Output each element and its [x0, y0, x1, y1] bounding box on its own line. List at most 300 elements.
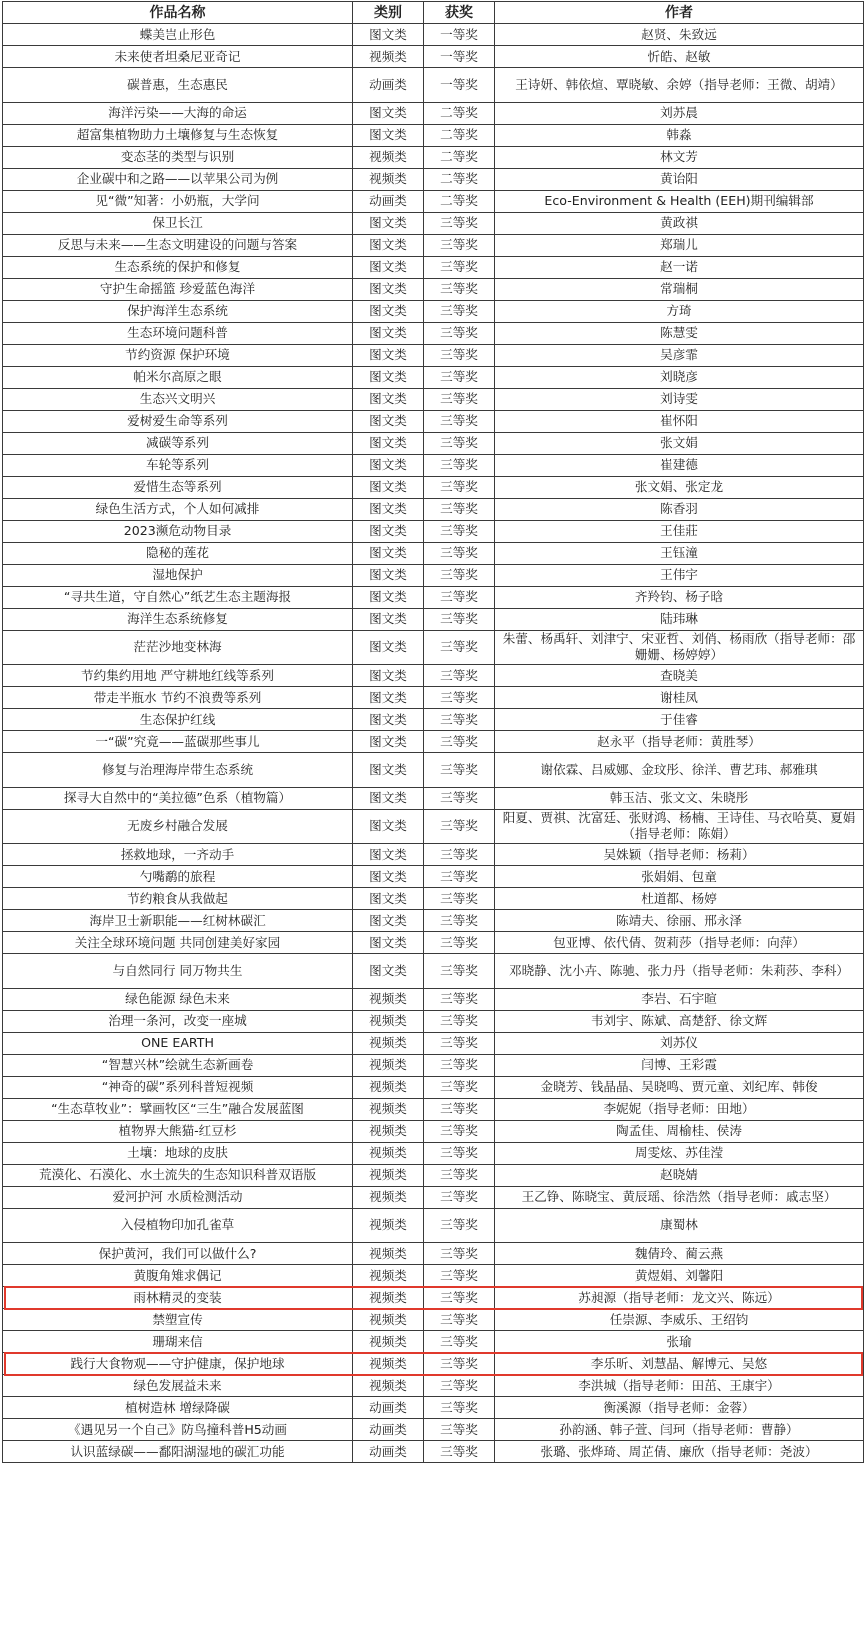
cell-author: 赵永平（指导老师：黄胜琴） [495, 731, 864, 753]
table-row [3, 1010, 864, 1032]
table-row [3, 1331, 864, 1353]
cell-award: 三等奖 [424, 687, 495, 709]
cell-category: 视频类 [353, 1098, 424, 1120]
table-row [3, 278, 864, 300]
table-row [3, 1208, 864, 1243]
cell-award: 一等奖 [424, 68, 495, 103]
table-row [3, 753, 864, 788]
cell-award: 三等奖 [424, 910, 495, 932]
cell-title: 爱树爱生命等系列 [3, 410, 353, 432]
cell-category: 图文类 [353, 542, 424, 564]
table-row [3, 809, 864, 844]
cell-award: 三等奖 [424, 630, 495, 665]
cell-award: 二等奖 [424, 146, 495, 168]
cell-author: 康蜀林 [495, 1208, 864, 1243]
cell-award: 一等奖 [424, 24, 495, 46]
table-row [3, 564, 864, 586]
cell-category: 视频类 [353, 1287, 424, 1309]
header-title: 作品名称 [3, 2, 353, 24]
table-row [3, 1098, 864, 1120]
cell-category: 图文类 [353, 520, 424, 542]
cell-category: 图文类 [353, 454, 424, 476]
cell-author: 张瑜 [495, 1331, 864, 1353]
cell-category: 视频类 [353, 1309, 424, 1331]
cell-award: 三等奖 [424, 1375, 495, 1397]
cell-author: 刘苏仪 [495, 1032, 864, 1054]
cell-category: 动画类 [353, 1441, 424, 1463]
table-row [3, 322, 864, 344]
cell-category: 图文类 [353, 234, 424, 256]
cell-award: 三等奖 [424, 1243, 495, 1265]
table-row [3, 1076, 864, 1098]
table-row [3, 1054, 864, 1076]
cell-award: 三等奖 [424, 388, 495, 410]
cell-title: 爱河护河 水质检测活动 [3, 1186, 353, 1208]
cell-category: 视频类 [353, 988, 424, 1010]
cell-author: 陈香羽 [495, 498, 864, 520]
cell-author: 王诗妍、韩依煊、覃晓敏、余婷（指导老师：王微、胡靖） [495, 68, 864, 103]
cell-award: 三等奖 [424, 1353, 495, 1375]
cell-author: 张文娟 [495, 432, 864, 454]
cell-award: 三等奖 [424, 954, 495, 989]
cell-award: 三等奖 [424, 278, 495, 300]
cell-category: 视频类 [353, 1142, 424, 1164]
cell-category: 图文类 [353, 432, 424, 454]
cell-category: 视频类 [353, 1076, 424, 1098]
cell-title: 认识蓝绿碳——鄱阳湖湿地的碳汇功能 [3, 1441, 353, 1463]
cell-author: 陈靖夫、徐丽、邢永泽 [495, 910, 864, 932]
cell-award: 三等奖 [424, 787, 495, 809]
cell-author: 齐羚钧、杨子晗 [495, 586, 864, 608]
cell-category: 图文类 [353, 630, 424, 665]
cell-author: 谢桂凤 [495, 687, 864, 709]
table-row [3, 844, 864, 866]
table-row [3, 124, 864, 146]
cell-title: 探寻大自然中的“美拉德”色系（植物篇） [3, 787, 353, 809]
cell-award: 三等奖 [424, 212, 495, 234]
table-row [3, 520, 864, 542]
cell-title: 生态环境问题科普 [3, 322, 353, 344]
cell-author: 赵晓婧 [495, 1164, 864, 1186]
cell-title: 修复与治理海岸带生态系统 [3, 753, 353, 788]
cell-category: 视频类 [353, 1353, 424, 1375]
cell-title: 生态兴文明兴 [3, 388, 353, 410]
cell-title: 车轮等系列 [3, 454, 353, 476]
table-row [3, 1353, 864, 1375]
cell-category: 图文类 [353, 564, 424, 586]
cell-title: 一“碳”究竟——蓝碳那些事儿 [3, 731, 353, 753]
table-row [3, 366, 864, 388]
cell-title: 节约粮食从我做起 [3, 888, 353, 910]
table-row [3, 432, 864, 454]
cell-author: 韩淼 [495, 124, 864, 146]
table-row [3, 787, 864, 809]
table-row [3, 932, 864, 954]
cell-category: 图文类 [353, 586, 424, 608]
table-row [3, 1265, 864, 1287]
cell-category: 图文类 [353, 809, 424, 844]
cell-category: 视频类 [353, 1010, 424, 1032]
cell-award: 三等奖 [424, 1010, 495, 1032]
cell-author: 刘诗雯 [495, 388, 864, 410]
cell-category: 图文类 [353, 866, 424, 888]
cell-award: 三等奖 [424, 1098, 495, 1120]
cell-author: 于佳睿 [495, 709, 864, 731]
cell-author: Eco-Environment & Health (EEH)期刊编辑部 [495, 190, 864, 212]
cell-award: 三等奖 [424, 542, 495, 564]
awards-table [2, 1, 864, 1463]
cell-author: 张娟娟、包童 [495, 866, 864, 888]
cell-author: 常瑞桐 [495, 278, 864, 300]
cell-title: 《遇见另一个自己》防鸟撞科普H5动画 [3, 1419, 353, 1441]
cell-author: 李岩、石宇暄 [495, 988, 864, 1010]
cell-award: 三等奖 [424, 932, 495, 954]
cell-category: 图文类 [353, 687, 424, 709]
cell-title: 节约集约用地 严守耕地红线等系列 [3, 665, 353, 687]
table-row [3, 454, 864, 476]
table-row [3, 102, 864, 124]
cell-award: 三等奖 [424, 586, 495, 608]
header-award: 获奖 [424, 2, 495, 24]
cell-title: ONE EARTH [3, 1032, 353, 1054]
cell-author: 苏昶源（指导老师：龙文兴、陈远） [495, 1287, 864, 1309]
cell-category: 图文类 [353, 322, 424, 344]
cell-title: 带走半瓶水 节约不浪费等系列 [3, 687, 353, 709]
cell-title: 禁塑宣传 [3, 1309, 353, 1331]
table-row [3, 1186, 864, 1208]
table-row [3, 68, 864, 103]
cell-title: 无废乡村融合发展 [3, 809, 353, 844]
cell-award: 三等奖 [424, 322, 495, 344]
table-row [3, 1243, 864, 1265]
cell-author: 崔建德 [495, 454, 864, 476]
cell-title: 绿色能源 绿色未来 [3, 988, 353, 1010]
cell-title: 治理一条河，改变一座城 [3, 1010, 353, 1032]
table-row [3, 630, 864, 665]
table-header-row [3, 2, 864, 24]
cell-category: 图文类 [353, 888, 424, 910]
cell-title: “寻共生道，守自然心”纸艺生态主题海报 [3, 586, 353, 608]
cell-title: 践行大食物观——守护健康，保护地球 [3, 1353, 353, 1375]
cell-category: 视频类 [353, 1032, 424, 1054]
cell-category: 图文类 [353, 300, 424, 322]
cell-author: 陆玮琳 [495, 608, 864, 630]
cell-category: 视频类 [353, 1331, 424, 1353]
table-row [3, 344, 864, 366]
cell-category: 图文类 [353, 709, 424, 731]
cell-award: 三等奖 [424, 1142, 495, 1164]
cell-category: 图文类 [353, 665, 424, 687]
cell-category: 视频类 [353, 146, 424, 168]
cell-author: 金晓芳、钱晶晶、吴晓鸣、贾元童、刘纪库、韩俊 [495, 1076, 864, 1098]
cell-title: 保护黄河，我们可以做什么? [3, 1243, 353, 1265]
cell-category: 视频类 [353, 46, 424, 68]
cell-award: 三等奖 [424, 1120, 495, 1142]
cell-award: 三等奖 [424, 256, 495, 278]
cell-award: 三等奖 [424, 1164, 495, 1186]
cell-title: 黄腹角雉求偶记 [3, 1265, 353, 1287]
cell-title: 绿色生活方式，个人如何减排 [3, 498, 353, 520]
cell-title: 2023濒危动物目录 [3, 520, 353, 542]
cell-award: 三等奖 [424, 709, 495, 731]
cell-author: 赵一诺 [495, 256, 864, 278]
cell-award: 三等奖 [424, 234, 495, 256]
cell-title: 变态茎的类型与识别 [3, 146, 353, 168]
cell-category: 图文类 [353, 278, 424, 300]
cell-award: 三等奖 [424, 1208, 495, 1243]
table-row [3, 709, 864, 731]
cell-title: 湿地保护 [3, 564, 353, 586]
cell-category: 动画类 [353, 1419, 424, 1441]
table-row [3, 866, 864, 888]
cell-author: 陈慧雯 [495, 322, 864, 344]
cell-category: 动画类 [353, 68, 424, 103]
header-category: 类别 [353, 2, 424, 24]
cell-award: 三等奖 [424, 1419, 495, 1441]
cell-category: 图文类 [353, 753, 424, 788]
table-row [3, 388, 864, 410]
cell-award: 二等奖 [424, 168, 495, 190]
cell-title: 反思与未来——生态文明建设的问题与答案 [3, 234, 353, 256]
cell-title: 碳普惠，生态惠民 [3, 68, 353, 103]
cell-award: 二等奖 [424, 190, 495, 212]
table-row [3, 1441, 864, 1463]
cell-author: 邓晓静、沈小卉、陈驰、张力丹（指导老师：朱莉莎、李科） [495, 954, 864, 989]
table-row [3, 1287, 864, 1309]
cell-title: 爱惜生态等系列 [3, 476, 353, 498]
table-row [3, 190, 864, 212]
cell-award: 三等奖 [424, 988, 495, 1010]
cell-title: 关注全球环境问题 共同创建美好家园 [3, 932, 353, 954]
cell-category: 视频类 [353, 1164, 424, 1186]
table-row [3, 988, 864, 1010]
cell-title: “神奇的碳”系列科普短视频 [3, 1076, 353, 1098]
table-row [3, 46, 864, 68]
cell-author: 查晓美 [495, 665, 864, 687]
cell-award: 三等奖 [424, 454, 495, 476]
cell-author: 王乙铮、陈晓宝、黄辰瑶、徐浩然（指导老师：戚志坚） [495, 1186, 864, 1208]
cell-award: 三等奖 [424, 344, 495, 366]
cell-category: 视频类 [353, 1208, 424, 1243]
cell-title: 植树造林 增绿降碳 [3, 1397, 353, 1419]
cell-award: 三等奖 [424, 1441, 495, 1463]
cell-author: 阳夏、贾祺、沈富廷、张财鸿、杨楠、王诗佳、马衣哈莫、夏娟（指导老师：陈娟） [495, 809, 864, 844]
cell-category: 图文类 [353, 344, 424, 366]
cell-category: 图文类 [353, 608, 424, 630]
cell-title: 与自然同行 同万物共生 [3, 954, 353, 989]
awards-table-page [2, 1, 863, 1463]
cell-title: 未来使者坦桑尼亚奇记 [3, 46, 353, 68]
cell-award: 三等奖 [424, 300, 495, 322]
cell-award: 三等奖 [424, 1287, 495, 1309]
table-row [3, 498, 864, 520]
table-row [3, 1164, 864, 1186]
cell-category: 图文类 [353, 954, 424, 989]
cell-award: 三等奖 [424, 366, 495, 388]
cell-author: 黄煜娟、刘馨阳 [495, 1265, 864, 1287]
table-row [3, 300, 864, 322]
cell-title: 海岸卫士新职能——红树林碳汇 [3, 910, 353, 932]
cell-award: 三等奖 [424, 731, 495, 753]
cell-category: 图文类 [353, 256, 424, 278]
cell-author: 王佳莊 [495, 520, 864, 542]
table-row [3, 256, 864, 278]
cell-author: 陶孟佳、周榆桂、侯涛 [495, 1120, 864, 1142]
cell-award: 三等奖 [424, 476, 495, 498]
cell-award: 三等奖 [424, 498, 495, 520]
cell-award: 二等奖 [424, 102, 495, 124]
cell-author: 吴姝颖（指导老师：杨莉） [495, 844, 864, 866]
cell-author: 李乐昕、刘慧晶、解博元、吴悠 [495, 1353, 864, 1375]
cell-award: 三等奖 [424, 1265, 495, 1287]
cell-award: 三等奖 [424, 809, 495, 844]
table-row [3, 146, 864, 168]
cell-category: 图文类 [353, 932, 424, 954]
cell-award: 三等奖 [424, 844, 495, 866]
table-row [3, 586, 864, 608]
cell-title: 蝶美岂止形色 [3, 24, 353, 46]
cell-category: 视频类 [353, 1243, 424, 1265]
cell-category: 图文类 [353, 212, 424, 234]
cell-award: 三等奖 [424, 410, 495, 432]
cell-category: 图文类 [353, 498, 424, 520]
cell-author: 刘晓彦 [495, 366, 864, 388]
cell-author: 韦刘宇、陈斌、高楚舒、徐文辉 [495, 1010, 864, 1032]
cell-title: 珊瑚来信 [3, 1331, 353, 1353]
table-row [3, 1142, 864, 1164]
cell-award: 三等奖 [424, 753, 495, 788]
cell-award: 一等奖 [424, 46, 495, 68]
cell-author: 朱蕾、杨禹轩、刘津宁、宋亚哲、刘俏、杨雨欣（指导老师：邵姗姗、杨婷婷） [495, 630, 864, 665]
cell-category: 图文类 [353, 366, 424, 388]
table-row [3, 1419, 864, 1441]
cell-author: 郑瑞儿 [495, 234, 864, 256]
cell-author: 魏倩玲、蔺云燕 [495, 1243, 864, 1265]
cell-title: 植物界大熊猫-红豆杉 [3, 1120, 353, 1142]
cell-title: 拯救地球，一齐动手 [3, 844, 353, 866]
cell-title: 保卫长江 [3, 212, 353, 234]
table-row [3, 168, 864, 190]
cell-author: 包亚博、依代倩、贺莉莎（指导老师：向萍） [495, 932, 864, 954]
cell-author: 周雯炫、苏佳滢 [495, 1142, 864, 1164]
cell-category: 视频类 [353, 1265, 424, 1287]
cell-title: 入侵植物印加孔雀草 [3, 1208, 353, 1243]
cell-author: 孙韵涵、韩子萱、闫珂（指导老师：曹静） [495, 1419, 864, 1441]
cell-title: 节约资源 保护环境 [3, 344, 353, 366]
cell-author: 方琦 [495, 300, 864, 322]
cell-award: 三等奖 [424, 888, 495, 910]
table-row [3, 687, 864, 709]
cell-title: 减碳等系列 [3, 432, 353, 454]
cell-category: 图文类 [353, 24, 424, 46]
cell-author: 谢依霖、吕威娜、金玟彤、徐洋、曹艺玮、郝雅琪 [495, 753, 864, 788]
cell-title: 雨林精灵的变装 [3, 1287, 353, 1309]
table-row [3, 954, 864, 989]
cell-author: 闫博、王彩霞 [495, 1054, 864, 1076]
cell-award: 三等奖 [424, 1397, 495, 1419]
cell-category: 视频类 [353, 1054, 424, 1076]
cell-award: 三等奖 [424, 432, 495, 454]
cell-title: 海洋污染——大海的命运 [3, 102, 353, 124]
cell-title: 隐秘的莲花 [3, 542, 353, 564]
cell-title: 企业碳中和之路——以苹果公司为例 [3, 168, 353, 190]
cell-award: 二等奖 [424, 124, 495, 146]
table-row [3, 1397, 864, 1419]
cell-title: 勺嘴鹬的旅程 [3, 866, 353, 888]
table-row [3, 665, 864, 687]
cell-title: 土壤：地球的皮肤 [3, 1142, 353, 1164]
cell-category: 动画类 [353, 1397, 424, 1419]
cell-award: 三等奖 [424, 564, 495, 586]
cell-author: 黄诒阳 [495, 168, 864, 190]
cell-author: 林文芳 [495, 146, 864, 168]
cell-author: 任崇源、李威乐、王绍钧 [495, 1309, 864, 1331]
table-row [3, 476, 864, 498]
cell-title: 见“微”知著：小奶瓶，大学问 [3, 190, 353, 212]
cell-title: 荒漠化、石漠化、水土流失的生态知识科普双语版 [3, 1164, 353, 1186]
cell-author: 衡溪源（指导老师：金蓉） [495, 1397, 864, 1419]
cell-category: 图文类 [353, 844, 424, 866]
cell-title: 生态保护红线 [3, 709, 353, 731]
cell-category: 视频类 [353, 168, 424, 190]
cell-title: 帕米尔高原之眼 [3, 366, 353, 388]
cell-category: 图文类 [353, 388, 424, 410]
cell-category: 视频类 [353, 1186, 424, 1208]
table-row [3, 234, 864, 256]
cell-author: 崔怀阳 [495, 410, 864, 432]
cell-author: 李洪城（指导老师：田茁、王康宇） [495, 1375, 864, 1397]
cell-title: 保护海洋生态系统 [3, 300, 353, 322]
table-row [3, 212, 864, 234]
cell-author: 杜道都、杨婷 [495, 888, 864, 910]
cell-award: 三等奖 [424, 1309, 495, 1331]
cell-category: 图文类 [353, 731, 424, 753]
table-row [3, 1120, 864, 1142]
cell-title: 绿色发展益未来 [3, 1375, 353, 1397]
cell-award: 三等奖 [424, 866, 495, 888]
cell-author: 忻皓、赵敏 [495, 46, 864, 68]
cell-title: “智慧兴林”绘就生态新画卷 [3, 1054, 353, 1076]
cell-author: 刘苏晨 [495, 102, 864, 124]
cell-category: 图文类 [353, 910, 424, 932]
cell-title: 茫茫沙地变林海 [3, 630, 353, 665]
cell-category: 图文类 [353, 787, 424, 809]
header-author: 作者 [495, 2, 864, 24]
cell-author: 王伟宇 [495, 564, 864, 586]
cell-title: 生态系统的保护和修复 [3, 256, 353, 278]
cell-category: 图文类 [353, 476, 424, 498]
cell-author: 李妮妮（指导老师：田地） [495, 1098, 864, 1120]
cell-award: 三等奖 [424, 520, 495, 542]
cell-category: 视频类 [353, 1120, 424, 1142]
cell-award: 三等奖 [424, 1076, 495, 1098]
cell-title: 守护生命摇篮 珍爱蓝色海洋 [3, 278, 353, 300]
cell-title: 海洋生态系统修复 [3, 608, 353, 630]
cell-category: 视频类 [353, 1375, 424, 1397]
cell-title: “生态草牧业”：擘画牧区“三生”融合发展蓝图 [3, 1098, 353, 1120]
cell-title: 超富集植物助力土壤修复与生态恢复 [3, 124, 353, 146]
table-row [3, 542, 864, 564]
cell-author: 韩玉洁、张文文、朱晓彤 [495, 787, 864, 809]
cell-author: 张璐、张烨琦、周芷倩、廉欣（指导老师：尧波） [495, 1441, 864, 1463]
cell-award: 三等奖 [424, 665, 495, 687]
cell-author: 吴彦霏 [495, 344, 864, 366]
table-row [3, 1375, 864, 1397]
table-row [3, 888, 864, 910]
table-row [3, 1309, 864, 1331]
table-row [3, 910, 864, 932]
cell-category: 图文类 [353, 102, 424, 124]
